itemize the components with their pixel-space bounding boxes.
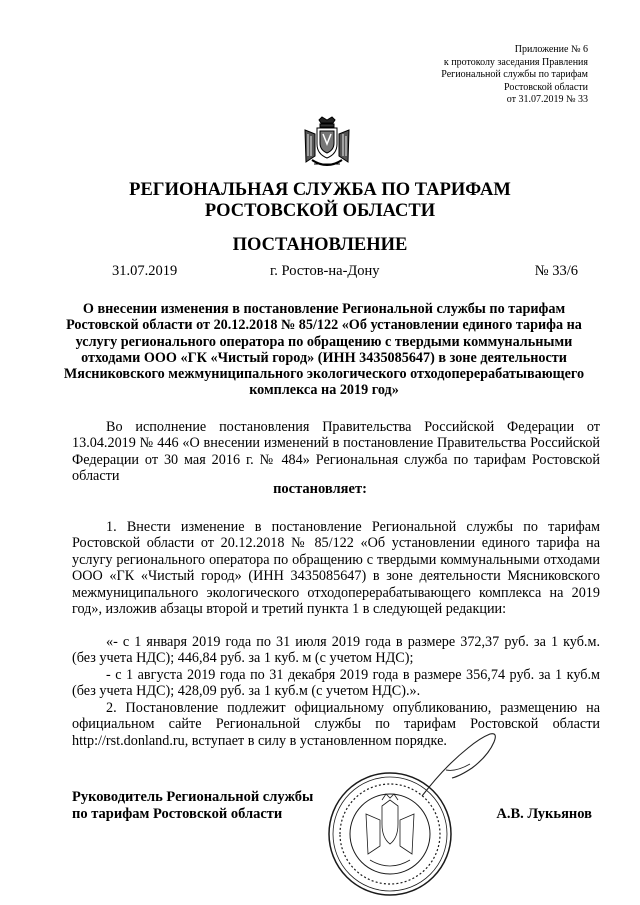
appendix-line: Региональной службы по тарифам <box>441 69 588 80</box>
coat-of-arms-icon <box>302 116 352 170</box>
document-city: г. Ростов-на-Дону <box>270 263 380 279</box>
appendix-note <box>441 44 588 107</box>
handwritten-signature-icon <box>416 730 506 800</box>
appendix-line: Приложение № 6 <box>514 44 588 55</box>
clause-1-paragraph: 1. Внести изменение в постановление Региональной службы по тарифам Ростовской области от 20.12.2018 № 85/122 «Об установлении единого тарифа на услугу регионального оператора по обращению с твердыми коммунальными отходами ООО «ГК «Чистый город» (ИНН 3435085647) в зоне деятельности Мясниковского межмуниципального экологического отходоперерабатывающего комплекса на 2019 год», изложив абзацы второй и третий пункта 1 в следующей редакции: <box>72 519 600 618</box>
document-type: ПОСТАНОВЛЕНИЕ <box>232 235 408 255</box>
resolves-heading: постановляет: <box>273 481 367 497</box>
signatory-name: А.В. Лукьянов <box>496 806 592 822</box>
clause-2-paragraph: 2. Постановление подлежит официальному опубликованию, размещению на официальном сайте Региональной службы по тарифам Ростовской области http://rst.donland.ru, вступает в силу в установленном порядке. <box>72 700 600 749</box>
document-subject: О внесении изменения в постановление Региональной службы по тарифам Ростовской области от 20.12.2018 № 85/122 «Об установлении единого тарифа на услугу регионального оператора по обращению с твердыми коммунальными отходами ООО «ГК «Чистый город» (ИНН 3435085647) в зоне деятельности Мясниковского межмуниципального экологического отходоперерабатывающего комплекса на 2019 год» <box>63 301 585 399</box>
document-number: № 33/6 <box>534 263 578 279</box>
signatory-position-line: по тарифам Ростовской области <box>72 806 283 822</box>
signatory-position-line: Руководитель Региональной службы <box>72 789 314 805</box>
appendix-line: от 31.07.2019 № 33 <box>506 94 588 105</box>
clause-1-tariff-line-2: - с 1 августа 2019 года по 31 декабря 2019 года в размере 356,74 руб. за 1 куб.м (без учета НДС); 428,09 руб. за 1 куб.м (с учетом НДС).». <box>72 667 600 700</box>
appendix-line: к протоколу заседания Правления <box>443 56 588 68</box>
clause-1-tariff-line-1: «- с 1 января 2019 года по 31 июля 2019 года в размере 372,37 руб. за 1 куб.м. (без учета НДС); 446,84 руб. за 1 куб. м (с учетом НДС); <box>72 634 600 667</box>
organization-title-line: РОСТОВСКОЙ ОБЛАСТИ <box>204 201 436 221</box>
document-date: 31.07.2019 <box>112 263 178 279</box>
signatory-position <box>72 789 313 823</box>
appendix-line: Ростовской области <box>504 81 588 93</box>
organization-title-line: РЕГИОНАЛЬНАЯ СЛУЖБА ПО ТАРИФАМ <box>129 180 511 200</box>
preamble-paragraph: Во исполнение постановления Правительства Российской Федерации от 13.04.2019 № 446 «О внесении изменений в постановление Правительства Российской Федерации от 30 мая 2016 г. № 484» Региональная служба по тарифам Ростовской области <box>72 419 600 485</box>
organization-title <box>0 180 640 222</box>
